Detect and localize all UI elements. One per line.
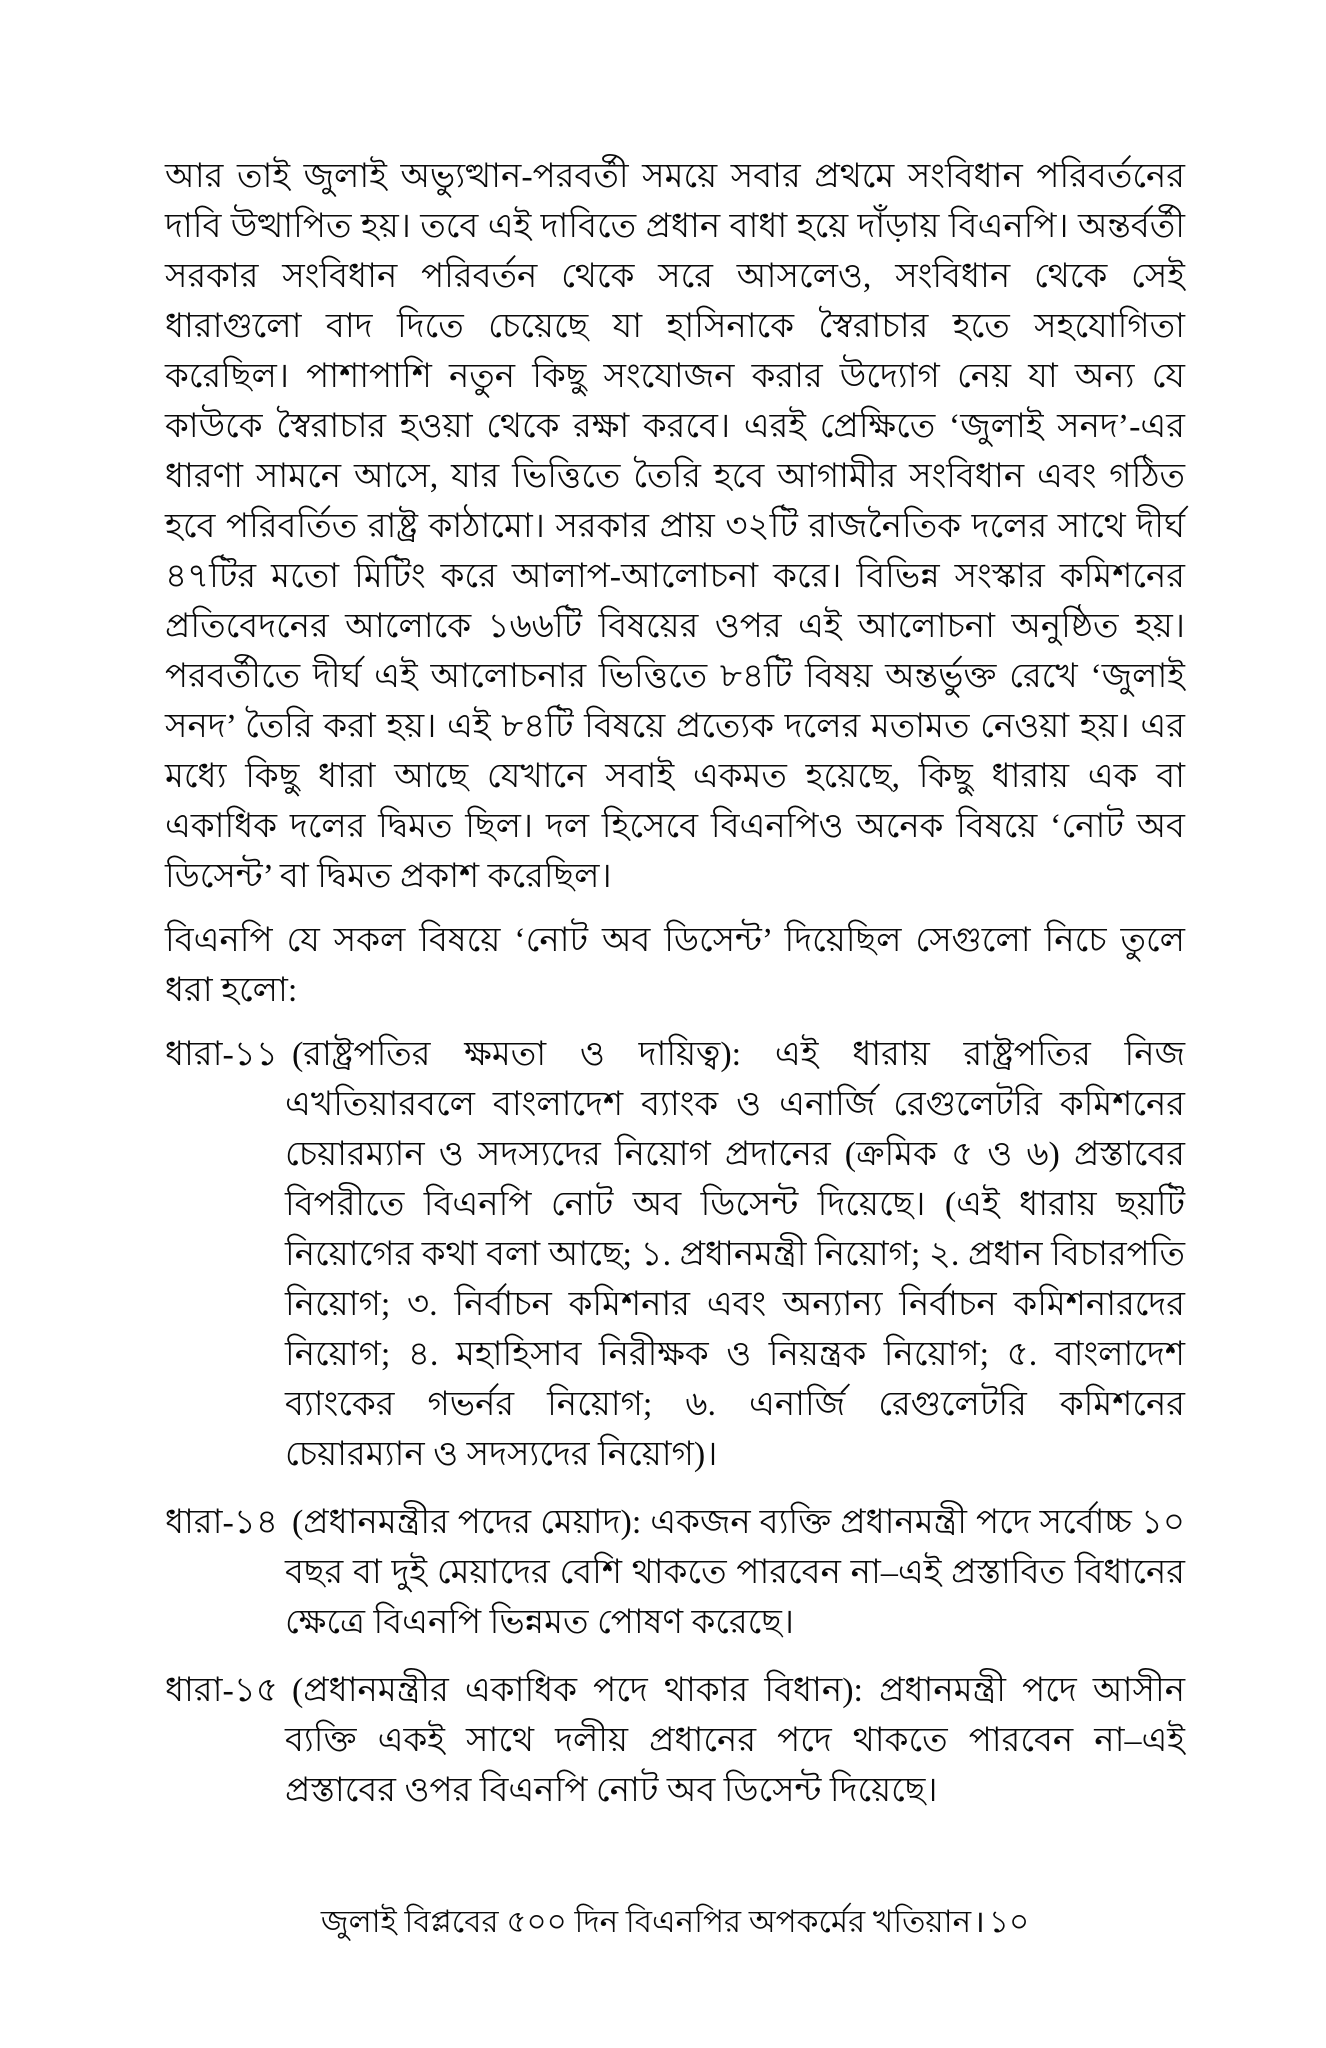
- clause-item-14: [165, 1498, 1185, 1648]
- footer-page-number: ১০: [988, 1904, 1030, 1939]
- clause-label-15: ধারা-১৫: [165, 1672, 278, 1709]
- body-paragraph-1: আর তাই জুলাই অভ্যুত্থান-পরবর্তী সময়ে সবার প্রথমে সংবিধান পরিবর্তনের দাবি উত্থাপিত হয়। তবে এই দাবিতে প্রধান বাধা হয়ে দাঁড়ায় বিএনপি। অন্তর্বর্তী সরকার সংবিধান পরিবর্তন থেকে সরে আসলেও, সংবিধান থেকে সেই ধারাগুলো বাদ দিতে চেয়েছে যা হাসিনাকে স্বৈরাচার হতে সহযোগিতা করেছিল। পাশাপাশি নতুন কিছু সংযোজন করার উদ্যোগ নেয় যা অন্য যে কাউকে স্বৈরাচার হওয়া থেকে রক্ষা করবে। এরই প্রেক্ষিতে ‘জুলাই সনদ’-এর ধারণা সামনে আসে, যার ভিত্তিতে তৈরি হবে আগামীর সংবিধান এবং গঠিত হবে পরিবর্তিত রাষ্ট্র কাঠামো। সরকার প্রায় ৩২টি রাজনৈতিক দলের সাথে দীর্ঘ ৪৭টির মতো মিটিং করে আলাপ-আলোচনা করে। বিভিন্ন সংস্কার কমিশনের প্রতিবেদনের আলোকে ১৬৬টি বিষয়ের ওপর এই আলোচনা অনুষ্ঠিত হয়। পরবর্তীতে দীর্ঘ এই আলোচনার ভিত্তিতে ৮৪টি বিষয় অন্তর্ভুক্ত রেখে ‘জুলাই সনদ’ তৈরি করা হয়। এই ৮৪টি বিষয়ে প্রত্যেক দলের মতামত নেওয়া হয়। এর মধ্যে কিছু ধারা আছে যেখানে সবাই একমত হয়েছে, কিছু ধারায় এক বা একাধিক দলের দ্বিমত ছিল। দল হিসেবে বিএনপিও অনেক বিষয়ে ‘নোট অব ডিসেন্ট’ বা দ্বিমত প্রকাশ করেছিল।: [165, 158, 1185, 895]
- clause-body-14: (প্রধানমন্ত্রীর পদের মেয়াদ): একজন ব্যক্তি প্রধানমন্ত্রী পদে সর্বোচ্চ ১০ বছর বা দুই মেয়াদের বেশি থাকতে পারবেন না–এই প্রস্তাবিত বিধানের ক্ষেত্রে বিএনপি ভিন্নমত পোষণ করেছে।: [285, 1504, 1185, 1641]
- clause-item-15: [165, 1666, 1185, 1816]
- footer-separator: ।: [973, 1904, 985, 1939]
- clause-item-11: [165, 1030, 1185, 1480]
- clause-label-14: ধারা-১৪: [165, 1504, 278, 1541]
- page-footer: [165, 1900, 1185, 1944]
- intro-paragraph: বিএনপি যে সকল বিষয়ে ‘নোট অব ডিসেন্ট’ দিয়েছিল সেগুলো নিচে তুলে ধরা হলো:: [165, 922, 1185, 1009]
- page-content: [165, 152, 1185, 1834]
- clause-body-15: (প্রধানমন্ত্রীর একাধিক পদে থাকার বিধান): প্রধানমন্ত্রী পদে আসীন ব্যক্তি একই সাথে দলীয় প্রধানের পদে থাকতে পারবেন না–এই প্রস্তাবের ওপর বিএনপি নোট অব ডিসেন্ট দিয়েছে।: [285, 1672, 1185, 1809]
- footer-book-title: জুলাই বিপ্লবের ৫০০ দিন বিএনপির অপকর্মের খতিয়ান: [320, 1904, 972, 1939]
- clause-label-11: ধারা-১১: [165, 1036, 278, 1073]
- clause-body-11: (রাষ্ট্রপতির ক্ষমতা ও দায়িত্ব): এই ধারায় রাষ্ট্রপতির নিজ এখতিয়ারবলে বাংলাদেশ ব্যাংক ও এনার্জি রেগুলেটরি কমিশনের চেয়ারম্যান ও সদস্যদের নিয়োগ প্রদানের (ক্রমিক ৫ ও ৬) প্রস্তাবের বিপরীতে বিএনপি নোট অব ডিসেন্ট দিয়েছে। (এই ধারায় ছয়টি নিয়োগের কথা বলা আছে; ১. প্রধানমন্ত্রী নিয়োগ; ২. প্রধান বিচারপতি নিয়োগ; ৩. নির্বাচন কমিশনার এবং অন্যান্য নির্বাচন কমিশনারদের নিয়োগ; ৪. মহাহিসাব নিরীক্ষক ও নিয়ন্ত্রক নিয়োগ; ৫. বাংলাদেশ ব্যাংকের গভর্নর নিয়োগ; ৬. এনার্জি রেগুলেটরি কমিশনের চেয়ারম্যান ও সদস্যদের নিয়োগ)।: [285, 1036, 1185, 1473]
